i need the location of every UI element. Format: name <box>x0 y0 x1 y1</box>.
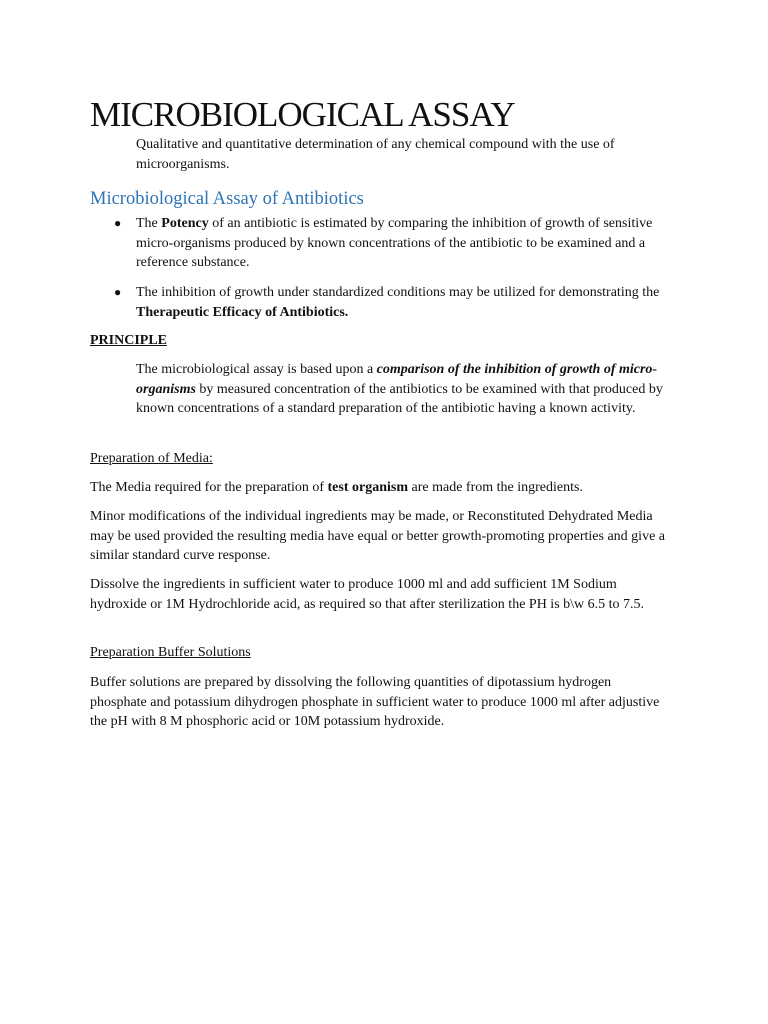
media-heading: Preparation of Media: <box>90 451 213 466</box>
document-title: MICROBIOLOGICAL ASSAY <box>90 95 515 134</box>
bullet-text: The Potency of an antibiotic is estimated by comparing the inhibition of growth of sensitive micro-organisms produced by known concentrations of the antibiotic to be examined and a reference substance. <box>136 216 653 270</box>
section-heading-antibiotics: Microbiological Assay of Antibiotics <box>90 189 364 209</box>
definition-paragraph: Qualitative and quantitative determination of any chemical compound with the use of microorganisms. <box>136 137 615 172</box>
bullet-icon: ● <box>114 216 122 230</box>
bullet-item-efficacy <box>114 283 684 322</box>
principle-heading: PRINCIPLE <box>90 333 168 348</box>
media-paragraph-2: Minor modifications of the individual ingredients may be made, or Reconstituted Dehydrated Media may be used provided the resulting media have equal or better growth-promoting properties and give a similar standard curve response. <box>90 509 665 563</box>
bullet-icon: ● <box>114 285 122 299</box>
bullet-item-potency <box>114 214 684 273</box>
principle-paragraph: The microbiological assay is based upon a comparison of the inhibition of growth of micro-organisms by measured concentration of the antibiotics to be examined with that produced by known concentrations of a standard preparation of the antibiotic having a known activity. <box>136 362 663 416</box>
media-paragraph-1: The Media required for the preparation of test organism are made from the ingredients. <box>90 480 583 495</box>
media-paragraph-3: Dissolve the ingredients in sufficient water to produce 1000 ml and add sufficient 1M Sodium hydroxide or 1M Hydrochloride acid, as required so that after sterilization the PH is b\w 6.5 to 7.5. <box>90 577 645 612</box>
buffer-heading: Preparation Buffer Solutions <box>90 645 251 660</box>
bullet-text: The inhibition of growth under standardized conditions may be utilized for demonstrating the Therapeutic Efficacy of Antibiotics. <box>136 285 660 320</box>
buffer-paragraph: Buffer solutions are prepared by dissolving the following quantities of dipotassium hydrogen phosphate and potassium dihydrogen phosphate in sufficient water to produce 1000 ml after adjustive the pH with 8 M phosphoric acid or 10M potassium hydroxide. <box>90 675 660 729</box>
